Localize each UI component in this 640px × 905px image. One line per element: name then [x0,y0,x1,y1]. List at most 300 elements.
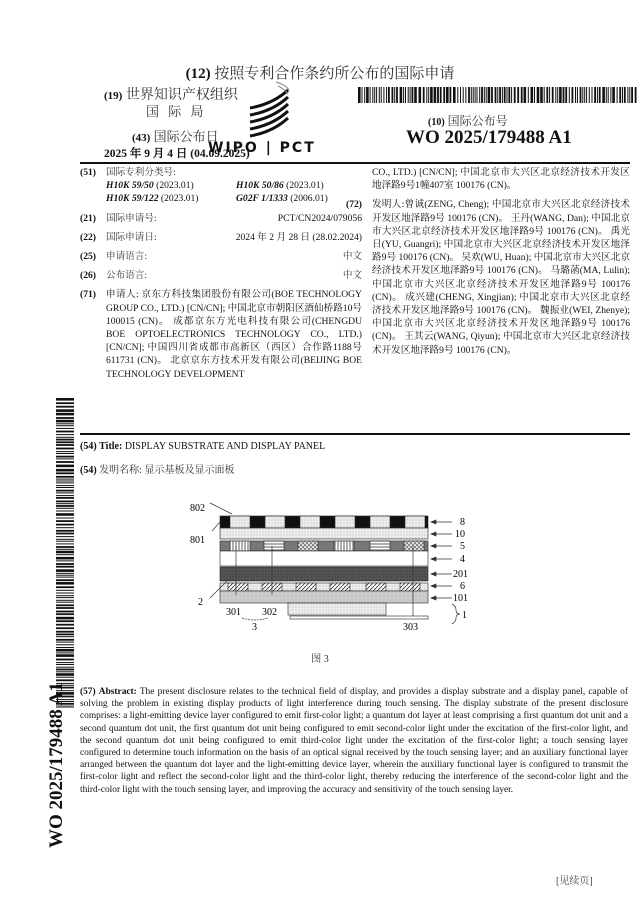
quantum-dot-unit [298,541,318,551]
arrow-head [431,532,436,536]
barcode-bar [56,530,74,532]
barcode-bar [56,579,74,581]
barcode-bar [504,87,506,103]
barcode-bar [414,87,417,103]
publication-date-label-text: 国际公布日 [153,129,219,144]
field-number: (51) [80,167,96,178]
barcode-bar [56,590,74,591]
abstract-text: The present disclosure relates to the technical field of display, and provides a display substrate and a display panel, capable of solving the problem in existing display products of light interference during touch sensing. The display substrate of the present disclosure comprises: a light-emitting device layer configured to emit first-color light; a quantum dot layer at least comprising a first quantum dot unit and a second quantum dot unit, the first quantum dot unit being configured to emit second-color light under the excitation of the first-color light, and the second quantum dot unit being configured to emit third-color light under the excitation of the first-color light; a touch sensing layer configured to determine touch information on the basis of an optical signal received by the touch sensing layer; and an auxiliary functional layer arranged between the quantum dot layer and the light-emitting device layer, wherein the auxiliary functional layer is configured to transmit the first-color light and reflect the second-color light and the third-color light, thereby reducing the interference of the second-color light and the third-color light with the touch sensing layer, and improving the accuracy and sensitivity of the touch sensing layer. [80,687,628,795]
application-number-field [80,212,362,225]
layer-6-block [228,583,248,591]
barcode-bar [434,87,437,103]
barcode-bar [537,87,540,103]
barcode-bar [394,87,395,103]
barcode-bar [56,420,74,423]
barcode-bar [629,87,630,103]
barcode-bar [56,644,74,645]
filing-date: 2024 年 2 月 28 日 (28.02.2024) [235,231,362,243]
component-1-block [288,603,386,615]
barcode-bar [531,87,534,103]
continued-on-next-page-link[interactable]: [见续页] [556,876,593,887]
barcode-bar [584,87,585,103]
barcode-bar [559,87,562,103]
barcode-bar [56,600,74,601]
barcode-bar [56,476,74,478]
classification-version: (2023.01) [160,193,199,205]
figure-label: 2 [198,597,203,608]
barcode-bar [468,87,470,103]
arrow-head [431,557,436,561]
barcode-bar [56,490,74,492]
classification-list [80,179,362,205]
barcode-bar [410,87,411,103]
field-number: (26) [80,270,96,282]
barcode-top-icon [358,87,638,103]
publication-number-num: (10) [428,117,445,128]
barcode-bar [56,667,74,668]
barcode-bar [56,639,74,641]
barcode-bar [56,611,74,613]
barcode-bar [56,458,74,459]
barcode-bar [565,87,567,103]
side-publication-number: WO 2025/179488 A1 [46,682,67,848]
layer-5 [220,541,428,551]
barcode-bar [56,595,74,596]
barcode-bar [511,87,512,103]
barcode-bar [56,428,74,429]
barcode-bar [56,613,74,615]
barcode-bar [608,87,609,103]
barcode-bar [412,87,414,103]
barcode-bar [56,520,74,522]
barcode-bar [549,87,550,103]
title-value: DISPLAY SUBSTRATE AND DISPLAY PANEL [124,441,326,452]
barcode-bar [563,87,565,103]
classification-item [106,179,232,192]
barcode-bar [484,87,485,103]
figure-label: 301 [226,607,241,618]
figure-label: 101 [453,593,468,604]
wipo-logo-icon [228,78,308,148]
layer-802-window [370,516,390,528]
figure-label: 5 [460,541,465,552]
barcode-bar [56,479,74,480]
classification-item [106,192,232,205]
barcode-bar [388,87,390,103]
barcode-bar [56,425,74,426]
barcode-bar [56,593,74,594]
barcode-bar [586,87,587,103]
barcode-bar [544,87,545,103]
barcode-bar [460,87,461,103]
barcode-bar [56,551,74,554]
title-number: (54) [80,441,97,452]
quantum-dot-unit [264,541,284,551]
barcode-bar [582,87,583,103]
filing-language: 中文 [342,251,362,263]
barcode-bar [403,87,404,103]
publication-date-label [132,126,219,145]
barcode-bar [577,87,578,103]
barcode-bar [599,87,601,103]
quantum-dot-unit [370,541,390,551]
field-number: (22) [80,231,96,243]
figure-label: 302 [262,607,277,618]
barcode-bar [56,597,74,598]
barcode-bar [362,87,363,103]
barcode-bar [386,87,387,103]
title-value: 显示基板及显示面板 [144,465,235,476]
document-type-number: (12) [185,66,211,82]
barcode-bar [622,87,623,103]
barcode-bar [56,465,74,468]
publication-date-number: (43) [132,132,151,144]
barcode-bar [624,87,626,103]
figure-label: 201 [453,569,468,580]
barcode-bar [606,87,607,103]
layer-6-block [296,583,316,591]
barcode-bar [56,575,74,576]
figure-3-diagram [190,498,480,638]
title-english [80,441,325,452]
barcode-bar [379,87,380,103]
barcode-bar [56,485,74,486]
barcode-bar [56,518,74,519]
barcode-bar [56,669,74,671]
barcode-bar [524,87,527,103]
layer-6-block [366,583,386,591]
field-number: (72) [346,199,362,211]
barcode-bar [446,87,449,103]
barcode-bar [56,453,74,454]
barcode-bar [481,87,483,103]
title-label: Title: [99,441,123,452]
barcode-bar [56,423,74,424]
barcode-bar [437,87,439,103]
barcode-bar [56,527,74,528]
field-label: 国际申请日: [106,231,157,243]
arrow-head [431,520,436,524]
barcode-bar [610,87,611,103]
barcode-bar [56,679,74,681]
field-number: (25) [80,251,96,263]
barcode-bar [56,441,74,443]
barcode-bar [56,513,74,516]
barcode-bar [426,87,427,103]
abstract-label: Abstract: [98,687,137,697]
title-chinese [80,461,234,476]
publication-language-field [80,269,362,282]
figure-label: 3 [252,622,257,633]
layer-802-window [265,516,285,528]
layer-8 [220,516,428,528]
layer-802-window [335,516,355,528]
barcode-bar [597,87,598,103]
barcode-bar [495,87,497,103]
figure-caption: 图 3 [311,654,329,665]
barcode-bar [56,627,74,629]
barcode-bar [575,87,576,103]
barcode-bar [56,402,74,404]
publication-date: 2025 年 9 月 4 日 (04.09.2025) [104,148,250,160]
arrow-head [431,544,436,548]
barcode-bar [502,87,503,103]
barcode-bar [540,87,543,103]
barcode-bar [56,456,74,458]
barcode-bar [56,495,74,496]
barcode-bar [400,87,403,103]
barcode-bar [56,642,74,643]
arrow-head [431,584,436,588]
barcode-bar [56,482,74,483]
classification-item [236,179,362,192]
barcode-bar [56,634,74,636]
barcode-bar [56,647,74,648]
inventors-field [346,198,630,356]
barcode-bar [592,87,593,103]
barcode-bar [569,87,570,103]
figure-label: 6 [460,581,465,592]
barcode-bar [56,492,74,493]
barcode-bar [56,536,74,537]
barcode-bar [56,560,74,561]
barcode-bar [56,541,74,542]
barcode-bar [471,87,472,103]
bibliographic-left-column [80,166,362,385]
layer-4 [220,551,428,566]
barcode-bar [56,673,74,676]
figure-label: 303 [403,622,418,633]
barcode-bar [479,87,480,103]
barcode-bar [56,620,74,622]
barcode-bar [56,577,74,578]
layer-802-window [230,516,250,528]
header-divider [80,162,630,164]
publication-language: 中文 [342,270,362,282]
barcode-bar [56,437,74,438]
barcode-bar [56,444,74,446]
barcode-bar [56,573,74,574]
figure-label: 1 [462,610,467,621]
barcode-bar [56,607,74,609]
barcode-bar [555,87,556,103]
quantum-dot-unit [334,541,354,551]
barcode-bar [465,87,466,103]
barcode-bar [430,87,433,103]
document-type-text: 按照专利合作条约所公布的国际申请 [214,66,455,82]
classification-version: (2023.01) [286,180,324,192]
barcode-bar [383,87,384,103]
figure-label: 801 [190,535,205,546]
barcode-bar [56,472,74,474]
barcode-bar [56,451,74,452]
barcode-bar [56,549,74,550]
organization-subname: 国 际 局 [146,104,207,119]
inventors-text: 发明人:曾诚(ZENG, Cheng); 中国北京市大兴区北京经济技术开发区地泽路9号 100176 (CN)。 王丹(WANG, Dan); 中国北京市大兴区北京经济技术开发区地泽路9号 100176 (CN)。 禹光日(YU, Guangri); 中国北京市大兴区北京经济技术开发区地泽路9号 100176 (CN)。 吴欢(WU, Huan); 中国北京市大兴区北京经济技术开发区地泽路9号 100176 (CN)。 马璐菡(MA, Lulin); 中国北京市大兴区北京经济技术开发区地泽路9号 100176 (CN)。 成兴建(CHENG, Xingjian); 中国北京市大兴区北京经济技术开发区地泽路9号 100176 (CN)。 魏振业(WEI, Zhenye); 中国北京市大兴区北京经济技术开发区地泽路9号 100176 (CN)。 王其云(WANG, Qiyun); 中国北京市大兴区北京经济技术开发区地泽路9号 100176 (CN)。 [372,199,630,356]
barcode-bar [419,87,422,103]
title-number: (54) [80,465,97,476]
barcode-bar [56,398,74,401]
classification-code: H10K 50/86 [236,180,284,192]
barcode-bar [56,409,74,412]
barcode-bar [56,671,74,672]
field-label: 申请语言: [106,251,148,263]
barcode-bar [56,406,74,408]
figure-label: 10 [455,529,465,540]
barcode-bar [381,87,382,103]
layer-6-block [330,583,350,591]
arrow-head [431,572,436,576]
arrow-head [431,596,436,600]
barcode-bar [552,87,554,103]
barcode-bar [56,539,74,540]
bibliographic-right-column [346,166,630,361]
barcode-bar [392,87,394,103]
applicants-text: 申请人: 京东方科技集团股份有限公司(BOE TECHNOLOGY GROUP CO., LTD.) [CN/CN]; 中国北京市朝阳区酒仙桥路10号 100015 (CN)。 成都京东方光电科技有限公司(CHENGDU BOE OPTOELECTRONICS TECHNOLOGY CO., LTD.) [CN/CN]; 中国四川省成都市高新区（西区）合作路1188号 611731 (CN)。 北京京东方技术开发有限公司(BEIJING BOE TECHNOLOGY DEVELOPMENT [106,289,362,380]
barcode-bar [534,87,535,103]
barcode-bar [56,677,74,678]
barcode-bar [450,87,452,103]
right-arrows [431,520,452,600]
barcode-bar [56,602,74,603]
title-label: 发明名称: [99,465,142,476]
barcode-bar [56,566,74,568]
field-label: 国际申请号: [106,212,157,224]
barcode-bar [56,439,74,441]
applicants-field [80,288,362,380]
barcode-bar [56,497,74,499]
field-number: (21) [80,212,96,224]
abstract [80,686,628,796]
document-type-heading [0,62,640,83]
figure-label: 4 [460,554,465,565]
barcode-bar [366,87,369,103]
barcode-bar [56,431,74,433]
layer-6 [220,583,428,591]
barcode-bar [488,87,491,103]
barcode-bar [428,87,429,103]
quantum-dot-unit [230,541,250,551]
barcode-bar [56,543,74,544]
application-number: PCT/CN2024/079056 [277,212,362,224]
barcode-bar [56,511,74,512]
barcode-bar [372,87,373,103]
barcode-bar [423,87,425,103]
classification-code: H10K 59/50 [106,180,154,192]
barcode-bar [521,87,523,103]
layer-101 [220,591,428,603]
barcode-bar [56,469,74,472]
figure-label: 8 [460,517,465,528]
barcode-bar [453,87,456,103]
classification-code: G02F 1/1333 [236,193,288,205]
publication-number-label-text: 国际公布号 [447,114,508,128]
barcode-bar [358,87,361,103]
barcode-bar [486,87,487,103]
barcode-bar [56,434,74,435]
barcode-bar [572,87,574,103]
field-label: 公布语言: [106,270,148,282]
barcode-bar [56,604,74,606]
classification-version: (2006.01) [290,193,328,205]
barcode-bar [528,87,529,103]
barcode-bar [56,546,74,548]
layer-802-window [405,516,425,528]
abstract-number: (57) [80,687,96,697]
layer-201 [220,567,428,581]
barcode-bar [475,87,476,103]
barcode-bar [594,87,596,103]
barcode-bar [56,417,74,419]
barcode-bar [514,87,516,103]
layer-802-window [300,516,320,528]
classification-version: (2023.01) [156,180,194,192]
field-label: 国际专利分类号: [106,167,176,178]
applicants-continued [346,166,630,192]
layer-6-block [400,583,420,591]
barcode-bar [508,87,510,103]
barcode-bar [56,631,74,633]
barcode-bar [56,617,74,620]
barcode-bar [56,563,74,565]
wipo-pct-logo-text: WIPO | PCT [208,140,316,156]
barcode-bar [580,87,582,103]
barcode-bar [370,87,371,103]
barcode-bar [56,557,74,560]
barcode-bar [56,582,74,585]
barcode-bar [497,87,498,103]
barcode-bar [56,481,74,482]
barcode-bar [56,586,74,588]
barcode-bar [56,554,74,555]
barcode-bar [56,569,74,572]
barcode-bar [364,87,365,103]
barcode-bar [627,87,628,103]
barcode-bar [56,448,74,450]
field-number: (71) [80,289,96,301]
filing-language-field [80,250,362,263]
barcode-bar [396,87,398,103]
publication-number: WO 2025/179488 A1 [406,127,572,148]
title-divider [80,433,630,435]
barcode-bar [56,524,74,526]
applicants-continued-text: CO., LTD.) [CN/CN]; 中国北京市大兴区北京经济技术开发区地泽路9号1幢407室 100176 (CN)。 [372,167,630,192]
barcode-bar [56,413,74,416]
component-1-plate [290,616,428,619]
barcode-bar [56,624,74,626]
barcode-bar [405,87,406,103]
barcode-bar [408,87,409,103]
barcode-bar [374,87,375,103]
barcode-bar [56,505,74,507]
barcode-bar [546,87,548,103]
barcode-bar [602,87,605,103]
barcode-bar [443,87,445,103]
barcode-bar [619,87,621,103]
barcode-bar [507,87,508,103]
barcode-bar [499,87,501,103]
layer-10 [220,528,428,539]
barcode-bar [557,87,558,103]
classification-code: H10K 59/122 [106,193,159,205]
organization-number: (19) [104,90,123,102]
barcode-bar [376,87,377,103]
figure-label: 802 [190,503,205,514]
barcode-bar [56,503,74,504]
barcode-bar [463,87,464,103]
barcode-bar [56,487,74,488]
organization-text: 世界知识产权组织 [125,88,238,103]
